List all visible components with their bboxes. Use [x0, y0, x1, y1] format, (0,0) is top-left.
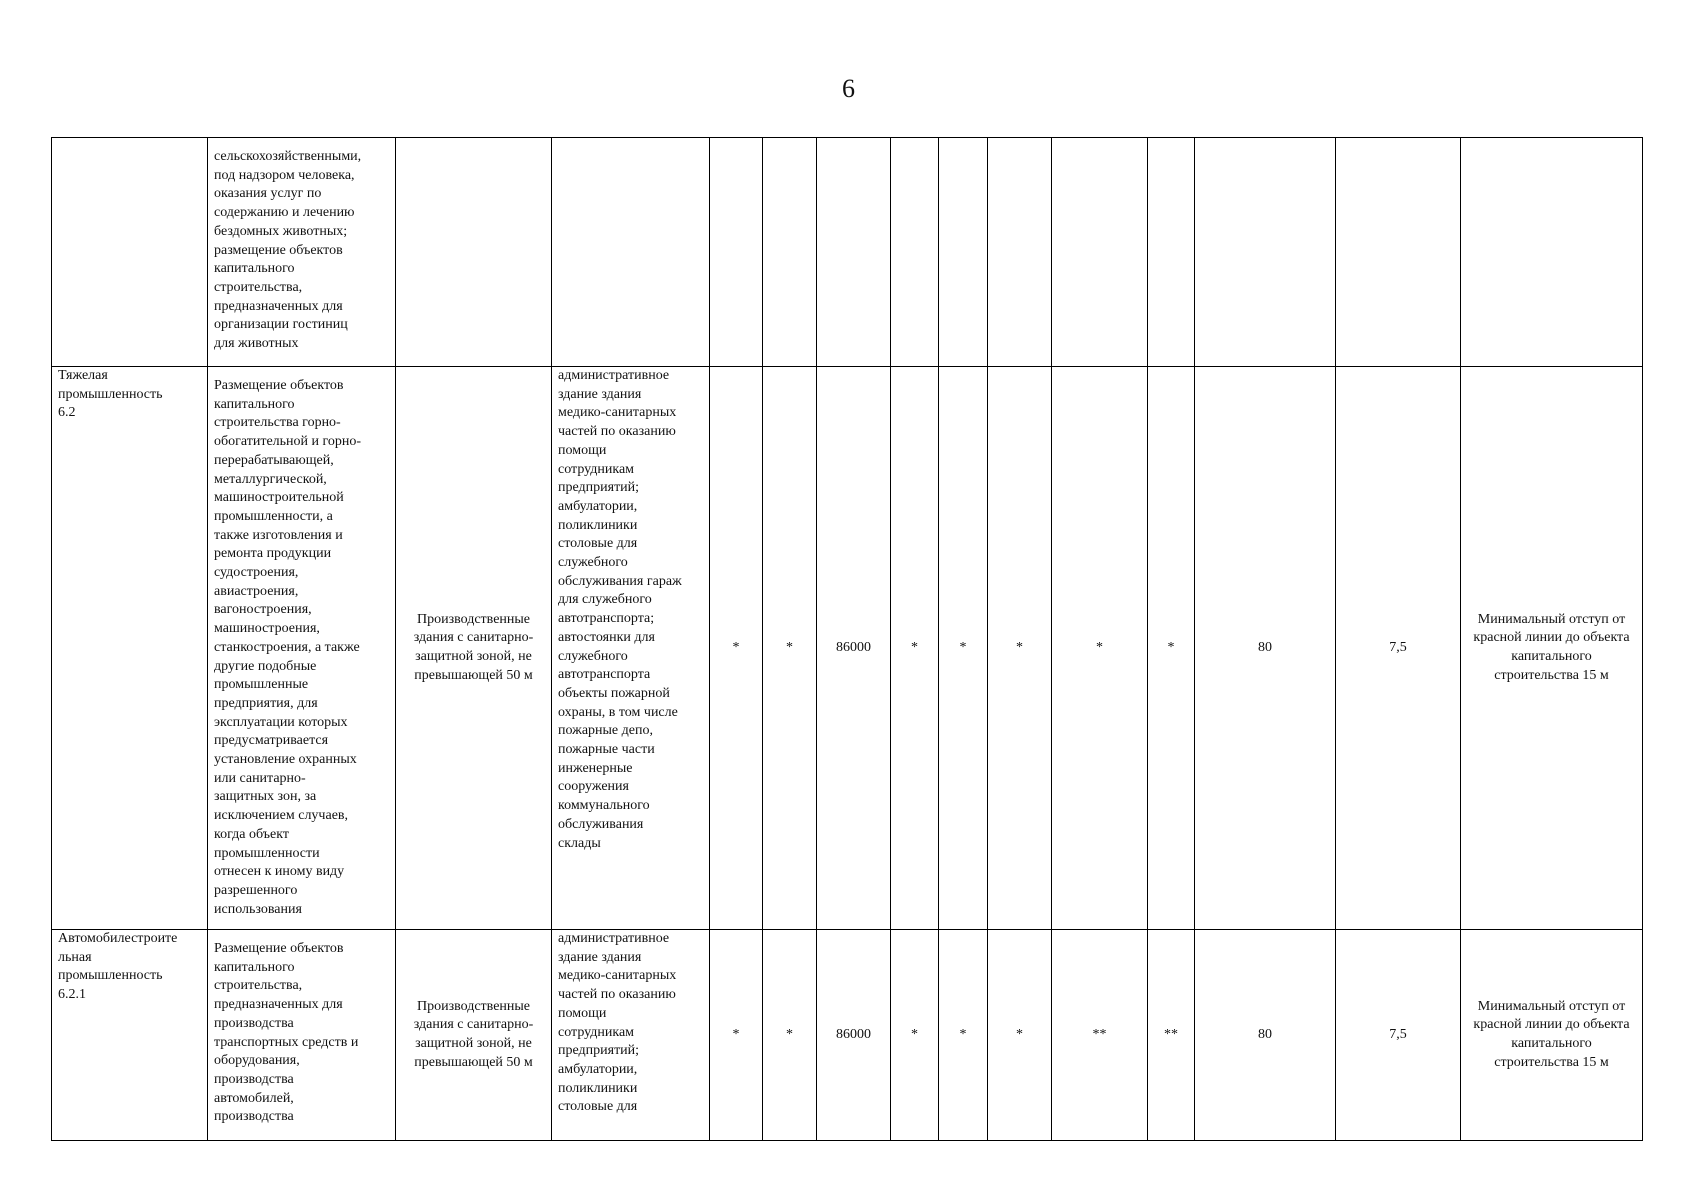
- table-row: [52, 367, 1643, 930]
- land-use-description-cell-line: защитных зон, за: [214, 789, 317, 805]
- parameter-value-cell: *: [988, 367, 1052, 930]
- land-use-description-cell-line: бездомных животных;: [214, 223, 348, 239]
- auxiliary-uses-cell-line: медико-санитарных: [558, 405, 677, 421]
- main-buildings-cell: [396, 138, 552, 367]
- parameter-value-cell: 7,5: [1336, 367, 1461, 930]
- parameter-value-cell: *: [939, 367, 988, 930]
- parameter-value-cell: 7,5: [1336, 930, 1461, 1141]
- auxiliary-uses-cell-line: помощи: [558, 442, 607, 458]
- auxiliary-uses-cell-line: столовые для: [558, 1099, 638, 1115]
- parameter-value-cell: [1148, 138, 1195, 367]
- land-use-description-cell-line: под надзором человека,: [214, 167, 355, 183]
- parameter-value-cell: *: [1148, 367, 1195, 930]
- auxiliary-uses-cell-line: автостоянки для: [558, 629, 655, 645]
- auxiliary-uses-cell-line: автотранспорта;: [558, 611, 655, 627]
- land-use-description-cell-line: отнесен к иному виду: [214, 864, 345, 880]
- main-buildings-cell: Производственные здания с санитарно-защитной зоной, не превышающей 50 м: [396, 367, 552, 930]
- parameter-value-cell: [763, 138, 817, 367]
- land-use-description-cell-line: организации гостиниц: [214, 317, 348, 333]
- auxiliary-uses-cell-line: медико-санитарных: [558, 968, 677, 984]
- land-use-description-cell-line: обогатительной и горно-: [214, 434, 362, 450]
- auxiliary-uses-cell-line: частей по оказанию: [558, 424, 676, 440]
- land-use-description-cell-line: Размещение объектов: [214, 941, 344, 956]
- auxiliary-uses-cell-line: служебного: [558, 555, 628, 571]
- page-number: 6: [842, 74, 855, 103]
- auxiliary-uses-cell-line: здание здания: [558, 386, 642, 402]
- parameter-value-cell: *: [891, 367, 939, 930]
- auxiliary-uses-cell-line: амбулатории,: [558, 498, 638, 514]
- auxiliary-uses-cell-line: пожарные части: [558, 742, 655, 758]
- land-use-description-cell-line: перерабатывающей,: [214, 452, 334, 468]
- land-use-description-cell-line: предназначенных для: [214, 298, 343, 314]
- land-use-description-cell-line: металлургической,: [214, 471, 327, 487]
- note-cell: [1461, 138, 1643, 367]
- land-use-type-cell-line: 6.2.1: [58, 987, 86, 1003]
- parameter-value-cell: [939, 138, 988, 367]
- parameter-value-cell: **: [1148, 930, 1195, 1141]
- auxiliary-uses-cell-line: обслуживания гараж: [558, 573, 682, 589]
- land-use-description-cell-line: разрешенного: [214, 882, 298, 898]
- auxiliary-uses-cell-line: сотрудникам: [558, 461, 635, 477]
- land-use-description-cell-line: содержанию и лечению: [214, 205, 355, 221]
- auxiliary-uses-cell: [552, 930, 710, 1141]
- land-use-description-cell: [208, 367, 396, 930]
- auxiliary-uses-cell-line: коммунального: [558, 798, 650, 814]
- land-use-description-cell-line: предприятия, для: [214, 695, 318, 711]
- auxiliary-uses-cell-line: охраны, в том числе: [558, 704, 678, 720]
- parameter-value-cell: *: [1052, 367, 1148, 930]
- parameter-value-cell: *: [763, 367, 817, 930]
- land-use-description-cell-line: транспортных средств и: [214, 1034, 359, 1050]
- land-use-description-cell-line: эксплуатации которых: [214, 714, 348, 730]
- land-use-description-cell-line: размещение объектов: [214, 242, 343, 258]
- land-use-regulations-table: [51, 137, 1643, 1141]
- land-use-description-cell: [208, 138, 396, 367]
- land-use-type-cell-line: промышленность: [58, 386, 163, 402]
- auxiliary-uses-cell-line: амбулатории,: [558, 1061, 638, 1077]
- land-use-type-cell: [52, 138, 208, 367]
- parameter-value-cell: *: [763, 930, 817, 1141]
- land-use-description-cell-line: капитального: [214, 396, 295, 412]
- auxiliary-uses-cell-line: частей по оказанию: [558, 987, 676, 1003]
- parameter-value-cell: [1336, 138, 1461, 367]
- auxiliary-uses-cell-line: обслуживания: [558, 816, 644, 832]
- parameter-value-cell: 80: [1195, 930, 1336, 1141]
- parameter-value-cell: 86000: [817, 367, 891, 930]
- land-use-description-cell-line: промышленные: [214, 677, 309, 693]
- land-use-description-cell: [208, 930, 396, 1141]
- land-use-description-cell-line: капитального: [214, 261, 295, 277]
- land-use-description-cell-line: машиностроения,: [214, 621, 320, 637]
- parameter-value-cell: [988, 138, 1052, 367]
- land-use-type-cell-line: промышленность: [58, 968, 163, 984]
- land-use-description-cell-line: Размещение объектов: [214, 378, 344, 393]
- auxiliary-uses-cell-line: административное: [558, 368, 670, 383]
- auxiliary-uses-cell-line: инженерные: [558, 760, 633, 776]
- auxiliary-uses-cell-line: здание здания: [558, 949, 642, 965]
- parameter-value-cell: [710, 138, 763, 367]
- parameter-value-cell: *: [939, 930, 988, 1141]
- parameter-value-cell: [1195, 138, 1336, 367]
- auxiliary-uses-cell-line: поликлиники: [558, 1080, 638, 1096]
- main-buildings-cell: Производственные здания с санитарно-защитной зоной, не превышающей 50 м: [396, 930, 552, 1141]
- land-use-description-cell-line: ремонта продукции: [214, 546, 332, 562]
- land-use-description-cell-line: промышленности, а: [214, 508, 333, 524]
- note-cell: Минимальный отступ от красной линии до объекта капитального строительства 15 м: [1461, 930, 1643, 1141]
- land-use-description-cell-line: производства: [214, 1071, 294, 1087]
- note-cell: Минимальный отступ от красной линии до объекта капитального строительства 15 м: [1461, 367, 1643, 930]
- auxiliary-uses-cell-line: административное: [558, 931, 670, 946]
- parameter-value-cell: [817, 138, 891, 367]
- auxiliary-uses-cell-line: объекты пожарной: [558, 685, 670, 701]
- land-use-description-cell-line: когда объект: [214, 826, 289, 842]
- land-use-description-cell-line: капитального: [214, 959, 295, 975]
- land-use-description-cell-line: строительства,: [214, 978, 303, 994]
- land-use-description-cell-line: оборудования,: [214, 1053, 300, 1069]
- land-use-description-cell-line: строительства,: [214, 279, 303, 295]
- land-use-description-cell-line: вагоностроения,: [214, 602, 312, 618]
- land-use-description-cell-line: для животных: [214, 336, 299, 352]
- land-use-description-cell-line: исключением случаев,: [214, 808, 349, 824]
- auxiliary-uses-cell-line: сотрудникам: [558, 1024, 635, 1040]
- parameter-value-cell: *: [710, 930, 763, 1141]
- land-use-type-cell: [52, 367, 208, 930]
- land-use-description-cell-line: судостроения,: [214, 565, 299, 581]
- parameter-value-cell: 86000: [817, 930, 891, 1141]
- auxiliary-uses-cell-line: предприятий;: [558, 480, 640, 496]
- auxiliary-uses-cell: [552, 138, 710, 367]
- parameter-value-cell: [1052, 138, 1148, 367]
- land-use-description-cell-line: строительства горно-: [214, 415, 341, 431]
- land-use-description-cell-line: использования: [214, 901, 302, 917]
- parameter-value-cell: **: [1052, 930, 1148, 1141]
- auxiliary-uses-cell-line: пожарные депо,: [558, 723, 653, 739]
- parameter-value-cell: [891, 138, 939, 367]
- auxiliary-uses-cell-line: предприятий;: [558, 1043, 640, 1059]
- auxiliary-uses-cell-line: для служебного: [558, 592, 652, 608]
- land-use-type-cell-line: Автомобилестроите: [58, 931, 178, 946]
- land-use-description-cell-line: установление охранных: [214, 752, 357, 768]
- parameter-value-cell: *: [988, 930, 1052, 1141]
- auxiliary-uses-cell-line: сооружения: [558, 779, 629, 795]
- land-use-description-cell-line: сельскохозяйственными,: [214, 149, 362, 164]
- auxiliary-uses-cell-line: столовые для: [558, 536, 638, 552]
- parameter-value-cell: *: [891, 930, 939, 1141]
- land-use-description-cell-line: промышленности: [214, 845, 320, 861]
- land-use-type-cell: [52, 930, 208, 1141]
- auxiliary-uses-cell-line: автотранспорта: [558, 667, 651, 683]
- land-use-description-cell-line: автомобилей,: [214, 1090, 294, 1106]
- auxiliary-uses-cell-line: склады: [558, 835, 601, 851]
- land-use-description-cell-line: оказания услуг по: [214, 186, 322, 202]
- land-use-type-cell-line: Тяжелая: [58, 368, 108, 383]
- land-use-description-cell-line: производства: [214, 1109, 294, 1125]
- land-use-description-cell-line: предусматривается: [214, 733, 329, 749]
- land-use-description-cell-line: предназначенных для: [214, 997, 343, 1013]
- auxiliary-uses-cell-line: помощи: [558, 1005, 607, 1021]
- parameter-value-cell: *: [710, 367, 763, 930]
- land-use-description-cell-line: машиностроительной: [214, 490, 344, 506]
- land-use-type-cell-line: 6.2: [58, 405, 76, 421]
- auxiliary-uses-cell: [552, 367, 710, 930]
- parameter-value-cell: 80: [1195, 367, 1336, 930]
- land-use-description-cell-line: производства: [214, 1015, 294, 1031]
- land-use-description-cell-line: также изготовления и: [214, 527, 343, 543]
- land-use-description-cell-line: или санитарно-: [214, 770, 306, 786]
- land-use-description-cell-line: станкостроения, а также: [214, 639, 360, 655]
- land-use-type-cell-line: льная: [58, 949, 92, 965]
- land-use-description-cell-line: авиастроения,: [214, 583, 299, 599]
- table-row: [52, 930, 1643, 1141]
- auxiliary-uses-cell-line: поликлиники: [558, 517, 638, 533]
- land-use-description-cell-line: другие подобные: [214, 658, 317, 674]
- table-row: [52, 138, 1643, 367]
- auxiliary-uses-cell-line: служебного: [558, 648, 628, 664]
